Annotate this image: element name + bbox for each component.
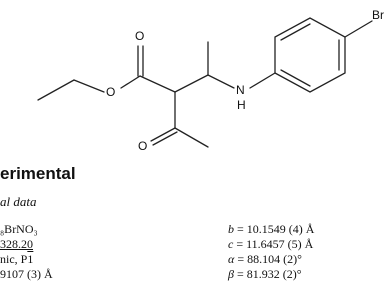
parameter-symbol: β — [228, 267, 234, 281]
bond-ethyl-ch2 — [74, 80, 104, 92]
crystal-data-row — [228, 222, 386, 237]
crystal-data-left-column — [0, 222, 200, 282]
crystal-data-value: ₈BrNO₃ — [0, 222, 38, 236]
space-group-overbar: 1 — [27, 252, 34, 266]
bond-o-ester-c — [121, 76, 140, 88]
crystal-data-row — [228, 267, 386, 282]
bond-c-alpha — [140, 76, 175, 92]
section-subheading: al data — [0, 194, 37, 209]
bond-ring-br — [345, 21, 372, 37]
atom-o-acetyl: O — [138, 139, 148, 153]
crystal-data-right-column — [228, 222, 386, 282]
bond-ch-n — [208, 75, 234, 88]
atom-h-amine: H — [237, 98, 246, 112]
crystal-data-row — [228, 252, 386, 267]
bond-ethyl-ch3 — [38, 80, 74, 100]
parameter-value: = 81.932 (2)° — [233, 267, 302, 281]
atom-o-ester: O — [106, 85, 116, 99]
crystal-data-row — [0, 252, 200, 267]
crystal-data-value: 328.20 — [0, 237, 33, 251]
crystal-data-row — [228, 237, 386, 252]
crystal-data-row — [0, 237, 200, 252]
atom-n-amine: N — [236, 83, 245, 97]
parameter-symbol: b — [228, 222, 234, 236]
bond-n-ring — [250, 73, 275, 88]
crystal-data-row — [0, 267, 200, 282]
bond-alpha-ch — [175, 75, 208, 92]
atom-br: Br — [372, 8, 384, 22]
crystal-data-row — [0, 222, 200, 237]
parameter-value: = 11.6457 (5) Å — [233, 237, 314, 251]
benzene-ring — [275, 18, 345, 92]
parameter-value: = 10.1549 (4) Å — [234, 222, 315, 236]
crystal-data-value: 9107 (3) Å — [0, 267, 53, 281]
atom-o-carbonyl: O — [135, 29, 145, 43]
bond-acetyl-methyl — [175, 128, 208, 147]
section-heading: erimental — [0, 164, 76, 183]
parameter-symbol: α — [228, 252, 235, 266]
parameter-symbol: c — [228, 237, 234, 251]
parameter-value: = 88.104 (2)° — [234, 252, 302, 266]
crystal-data-value: nic, P — [0, 252, 28, 266]
